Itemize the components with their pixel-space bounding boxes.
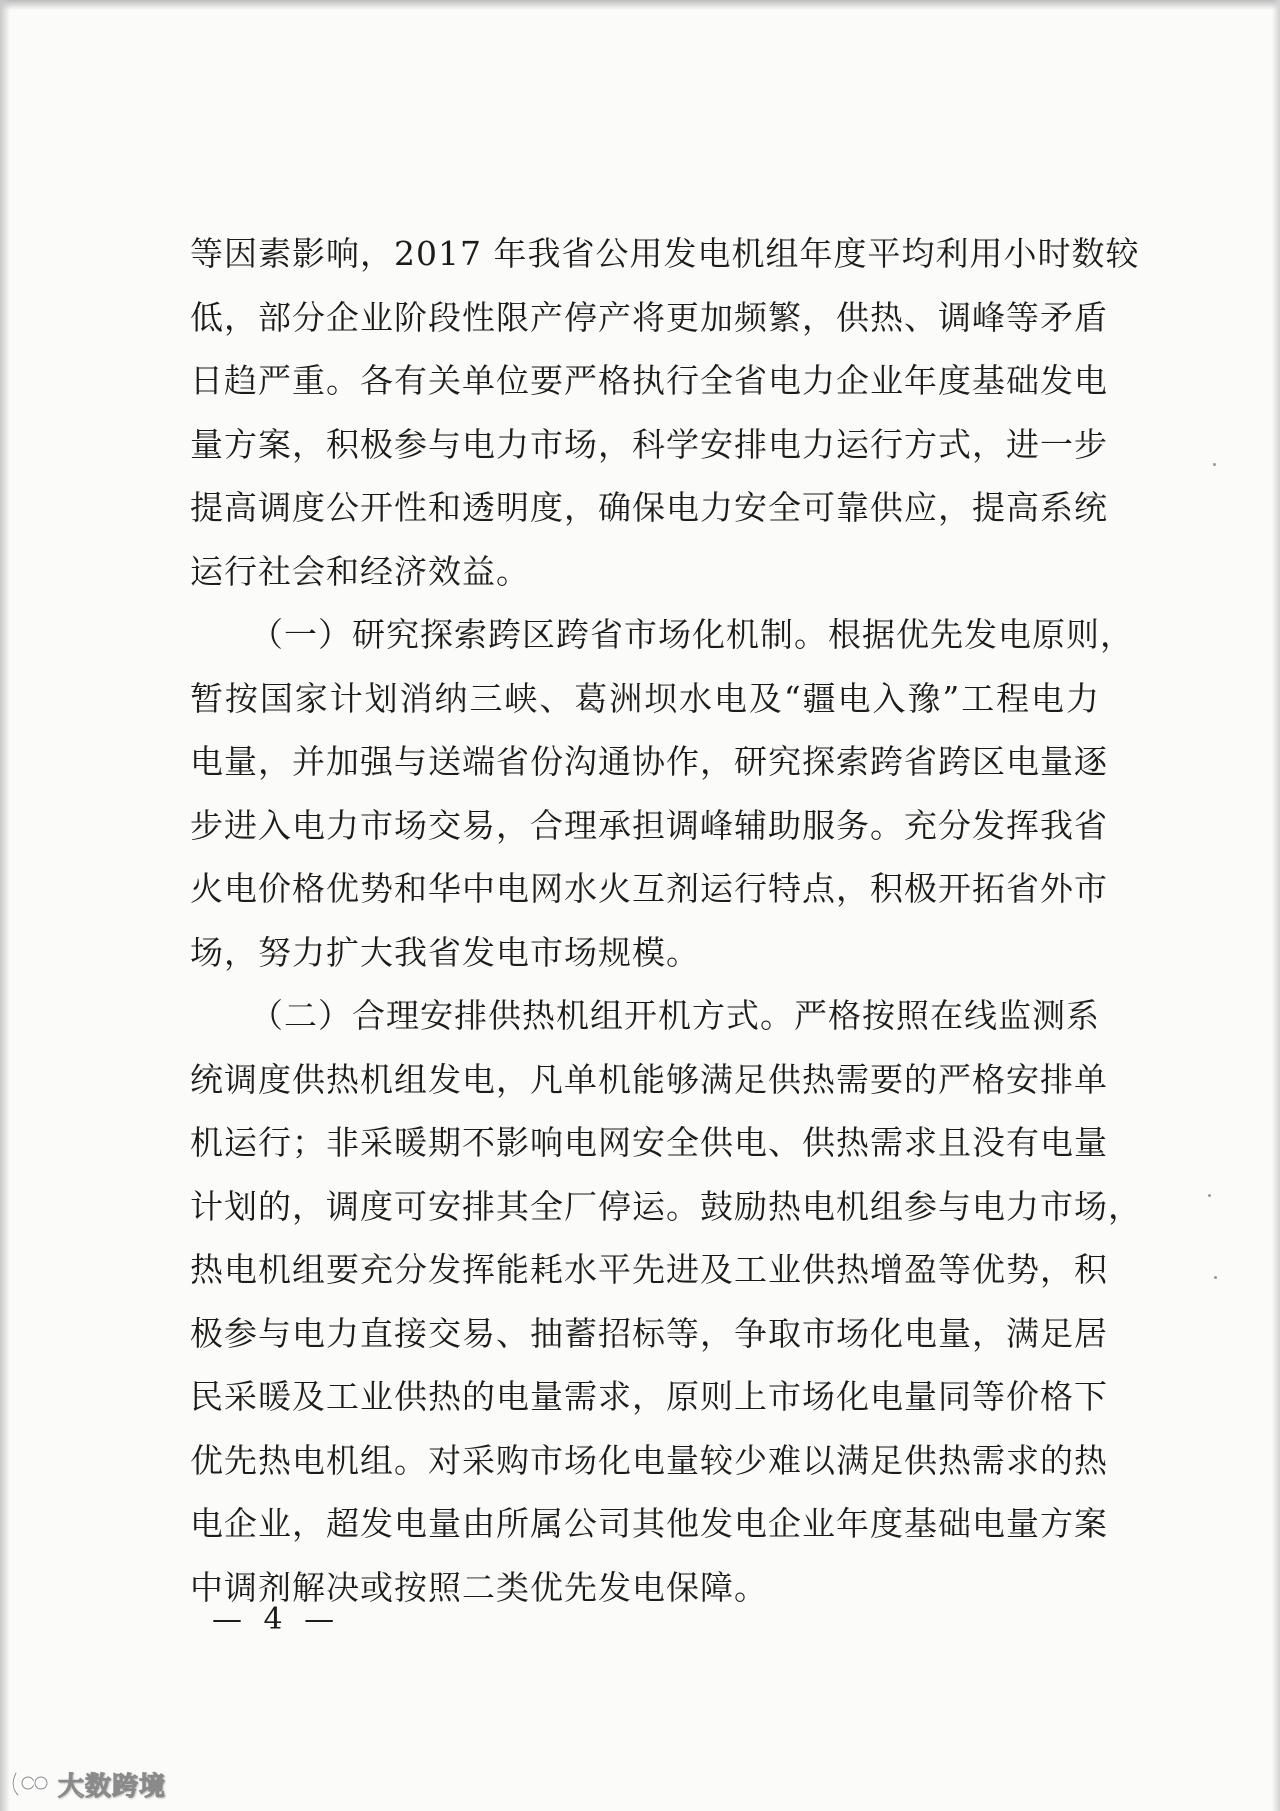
scan-speck xyxy=(1214,1276,1217,1279)
section-heading-line: （一）研究探索跨区跨省市场化机制。根据优先发电原则， xyxy=(250,615,1134,654)
text-line: 步进入电力市场交易，合理承担调峰辅助服务。充分发挥我省 xyxy=(190,805,1108,845)
scan-top-edge xyxy=(0,0,1280,10)
text-line: 火电价格优势和华中电网水火互剂运行特点，积极开拓省外市 xyxy=(190,869,1108,908)
text-line: 极参与电力直接交易、抽蓄招标等，争取市场化电量，满足居 xyxy=(190,1313,1108,1353)
watermark-logo-icon xyxy=(10,1767,50,1801)
section-heading-line: （二）合理安排供热机组开机方式。严格按照在线监测系 xyxy=(250,996,1100,1035)
text-line: 场，努力扩大我省发电市场规模。 xyxy=(190,932,700,972)
text-line: 民采暖及工业供热的电量需求，原则上市场化电量同等价格下 xyxy=(190,1377,1108,1416)
watermark xyxy=(10,1764,166,1804)
text-line: 优先热电机组。对采购市场化电量较少难以满足供热需求的热 xyxy=(190,1440,1108,1480)
scan-right-edge xyxy=(1272,0,1280,1811)
text-line: 低，部分企业阶段性限产停产将更加频繁，供热、调峰等矛盾 xyxy=(190,297,1108,337)
text-line: 提高调度公开性和透明度，确保电力安全可靠供应，提高系统 xyxy=(190,488,1108,527)
text-line: 日趋严重。各有关单位要严格执行全省电力企业年度基础发电 xyxy=(190,361,1108,400)
page-number: — 4 — xyxy=(212,1602,341,1637)
scan-speck xyxy=(1213,463,1216,466)
text-line: 机运行；非采暖期不影响电网安全供电、供热需求且没有电量 xyxy=(190,1123,1108,1162)
text-line: 运行社会和经济效益。 xyxy=(190,551,530,591)
text-line: 电企业，超发电量由所属公司其他发电企业年度基础电量方案 xyxy=(190,1504,1108,1543)
document-body xyxy=(190,222,1142,1619)
text-line: 量方案，积极参与电力市场，科学安排电力运行方式，进一步 xyxy=(190,424,1108,464)
text-line: 中调剂解决或按照二类优先发电保障。 xyxy=(190,1567,768,1607)
scan-left-edge xyxy=(0,0,10,1811)
watermark-text: 大数跨境 xyxy=(58,1771,167,1802)
text-line: 计划的，调度可安排其全厂停运。鼓励热电机组参与电力市场， xyxy=(190,1186,1142,1226)
text-line: 电量，并加强与送端省份沟通协作，研究探索跨省跨区电量逐 xyxy=(190,742,1108,781)
text-line: 统调度供热机组发电，凡单机能够满足供热需要的严格安排单 xyxy=(190,1059,1108,1099)
text-line: 等因素影响，2017 年我省公用发电机组年度平均利用小时数较 xyxy=(190,234,1140,273)
text-line: 热电机组要充分发挥能耗水平先进及工业供热增盈等优势，积 xyxy=(190,1250,1108,1289)
text-line: 暂按国家计划消纳三峡、葛洲坝水电及“疆电入豫”工程电力 xyxy=(190,678,1100,718)
scan-speck xyxy=(1208,1194,1211,1197)
